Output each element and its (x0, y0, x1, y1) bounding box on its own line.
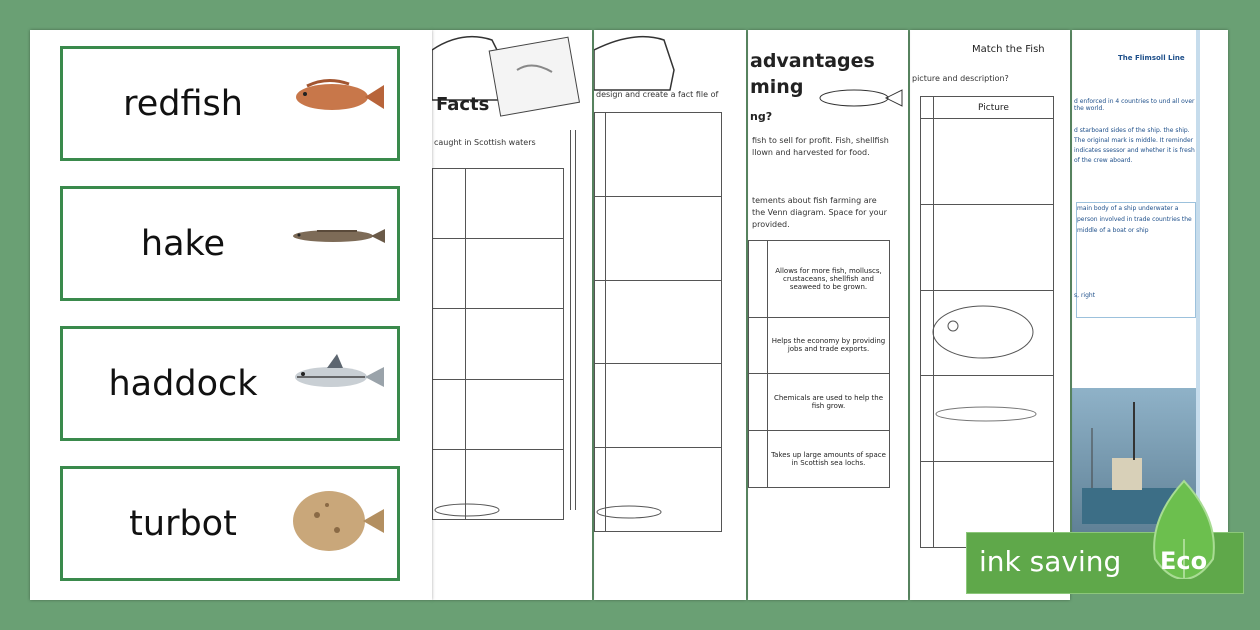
fact-file-table (594, 112, 722, 532)
statements-table (748, 240, 890, 488)
worksheet-advantages (748, 30, 908, 600)
worksheet-reading (1072, 30, 1228, 540)
worksheet-design (594, 30, 746, 600)
eco-badge-text: Eco (1160, 547, 1208, 575)
hake-icon (287, 204, 387, 264)
worksheet-title: Facts (436, 94, 490, 115)
prompt-line2: the Venn diagram. Space for your (752, 208, 887, 217)
footnote: s, right (1074, 292, 1096, 299)
paragraph-2: d starboard sides of the ship. the ship. The original mark is middle. It reminder indicates ssessor and whether it is fresh of the crew aboard. (1074, 127, 1195, 164)
word-card-redfish (60, 46, 400, 161)
fact-table (432, 168, 564, 520)
worksheet-facts (432, 30, 592, 600)
prompt-line1: tements about fish farming are (752, 196, 877, 205)
fish-footer-illustration (432, 498, 502, 522)
paragraph-1: d enforced in 4 countries to und all over the world. (1074, 98, 1195, 112)
statement-cell: Allows for more fish, molluscs, crustaceans, shellfish and seaweed to be grown. (768, 241, 890, 318)
worksheet-instruction: design and create a fact file of (596, 90, 719, 99)
column-header: Picture (934, 97, 1054, 119)
turbot-icon (287, 485, 387, 555)
hake-sketch (930, 394, 1050, 434)
redfish-sketch (928, 292, 1048, 372)
word-card-label: haddock (108, 363, 258, 404)
fish-footer-illustration (594, 500, 664, 524)
fish-illustration (814, 78, 904, 118)
word-card-turbot (60, 466, 400, 581)
word-card-label: redfish (123, 83, 243, 124)
worksheet-subtitle: caught in Scottish waters (434, 138, 536, 147)
fish-fact-illustration (432, 30, 592, 150)
worksheet-match (910, 30, 1070, 600)
statement-cell: Helps the economy by providing jobs and trade exports. (768, 317, 890, 374)
word-card-haddock (60, 326, 400, 441)
word-card-sheet (30, 30, 432, 600)
glossary-box: main body of a ship underwater a person involved in trade countries the middle of a boat or ship (1076, 202, 1196, 318)
haddock-icon (287, 344, 387, 404)
worksheet-title-line1: advantages (750, 50, 875, 72)
worksheet-title: Match the Fish (972, 44, 1045, 55)
word-card-label: turbot (129, 503, 237, 544)
eco-label: ink saving (979, 545, 1122, 578)
worksheet-subhead: ng? (750, 110, 773, 123)
redfish-icon (287, 64, 387, 124)
ruler-edge (570, 130, 576, 510)
worksheet-title-line2: ming (750, 76, 804, 98)
statement-cell: Takes up large amounts of space in Scottish sea lochs. (768, 431, 890, 488)
page-header: The Flimsoll Line (1118, 54, 1185, 62)
prompt-line3: provided. (752, 220, 790, 229)
intro-line2: llown and harvested for food. (752, 148, 870, 157)
intro-line1: fish to sell for profit. Fish, shellfish (752, 136, 889, 145)
word-card-label: hake (140, 223, 226, 264)
statement-cell: Chemicals are used to help the fish grow. (768, 374, 890, 431)
worksheet-instruction: picture and description? (912, 74, 1009, 83)
eco-ink-saving-badge (966, 532, 1244, 594)
word-card-hake (60, 186, 400, 301)
